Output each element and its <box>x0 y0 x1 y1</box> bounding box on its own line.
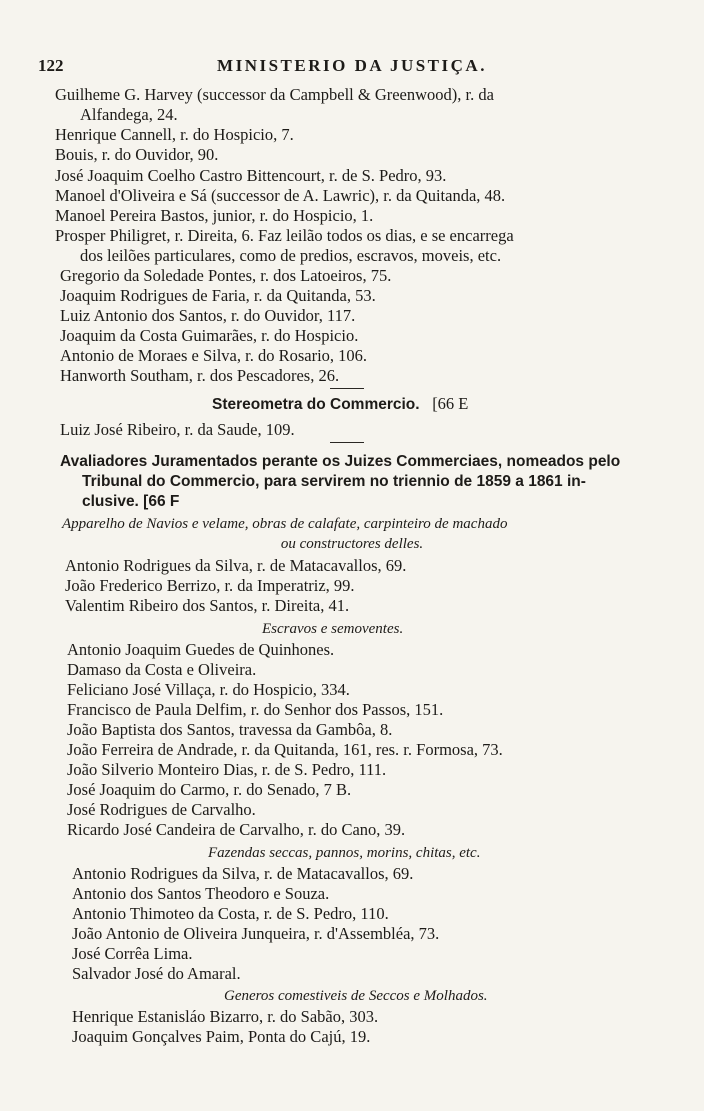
entry-line: Francisco de Paula Delfim, r. do Senhor dos Passos, 151. <box>67 700 444 719</box>
entry-line: Joaquim Gonçalves Paim, Ponta do Cajú, 19. <box>72 1027 371 1046</box>
subheading-fazendas: Fazendas seccas, pannos, morins, chitas, etc. <box>208 845 481 861</box>
entry-line: Guilheme G. Harvey (successor da Campbell & Greenwood), r. da <box>55 85 494 104</box>
entry-line: Antonio Rodrigues da Silva, r. de Matacavallos, 69. <box>65 556 407 575</box>
entry-line: Luiz Antonio dos Santos, r. do Ouvidor, 117. <box>60 306 356 325</box>
entry-line: Hanworth Southam, r. dos Pescadores, 26. <box>60 366 340 385</box>
entry-line: Antonio Rodrigues da Silva, r. de Matacavallos, 69. <box>72 864 414 883</box>
entry-line: Manoel d'Oliveira e Sá (successor de A. Lawric), r. da Quitanda, 48. <box>55 186 506 205</box>
entry-line: Damaso da Costa e Oliveira. <box>67 660 257 679</box>
entry-line: Gregorio da Soledade Pontes, r. dos Latoeiros, 75. <box>60 266 392 285</box>
entry-line: Joaquim Rodrigues de Faria, r. da Quitanda, 53. <box>60 286 376 305</box>
entry-line: João Antonio de Oliveira Junqueira, r. d'Assembléa, 73. <box>72 924 440 943</box>
avaliadores-heading-line: Tribunal do Commercio, para servirem no triennio de 1859 a 1861 in- <box>82 473 586 490</box>
entry-line: Prosper Philigret, r. Direita, 6. Faz leilão todos os dias, e se encarrega <box>55 226 514 245</box>
page-header-title: MINISTERIO DA JUSTIÇA. <box>217 56 487 75</box>
entry-line: Salvador José do Amaral. <box>72 964 241 983</box>
entry-line: Bouis, r. do Ouvidor, 90. <box>55 145 219 164</box>
entry-line: dos leilões particulares, como de predios, escravos, moveis, etc. <box>80 246 502 265</box>
section-heading-stereometra <box>212 394 468 415</box>
entry-line: João Silverio Monteiro Dias, r. de S. Pedro, 111. <box>67 760 387 779</box>
entry-line: Antonio de Moraes e Silva, r. do Rosario, 106. <box>60 346 368 365</box>
entry-line: Antonio Thimoteo da Costa, r. de S. Pedro, 110. <box>72 904 389 923</box>
entry-line: Henrique Estanisláo Bizarro, r. do Sabão, 303. <box>72 1007 379 1026</box>
separator-rule <box>330 442 364 443</box>
entry-line: José Joaquim do Carmo, r. do Senado, 7 B. <box>67 780 352 799</box>
subheading-navios: Apparelho de Navios e velame, obras de calafate, carpinteiro de machado <box>62 516 508 532</box>
entry-line: José Joaquim Coelho Castro Bittencourt, r. de S. Pedro, 93. <box>55 166 447 185</box>
entry-line: Valentim Ribeiro dos Santos, r. Direita, 41. <box>65 596 350 615</box>
entry-line: Henrique Cannell, r. do Hospicio, 7. <box>55 125 294 144</box>
avaliadores-heading-line: clusive. [66 F <box>82 493 180 510</box>
entry-line: Alfandega, 24. <box>80 105 178 124</box>
entry-line: Luiz José Ribeiro, r. da Saude, 109. <box>60 420 295 439</box>
entry-line: José Corrêa Lima. <box>72 944 193 963</box>
subheading-navios: ou constructores delles. <box>280 536 424 552</box>
entry-line: Ricardo José Candeira de Carvalho, r. do Cano, 39. <box>67 820 406 839</box>
subheading-generos: Generos comestiveis de Seccos e Molhados. <box>224 988 488 1004</box>
entry-line: Manoel Pereira Bastos, junior, r. do Hospicio, 1. <box>55 206 374 225</box>
entry-line: Joaquim da Costa Guimarães, r. do Hospicio. <box>60 326 359 345</box>
entry-line: João Baptista dos Santos, travessa da Gambôa, 8. <box>67 720 393 739</box>
entry-line: Antonio dos Santos Theodoro e Souza. <box>72 884 330 903</box>
page-number: 122 <box>38 56 64 75</box>
entry-line: João Ferreira de Andrade, r. da Quitanda, 161, res. r. Formosa, 73. <box>67 740 503 759</box>
avaliadores-heading-line: Avaliadores Juramentados perante os Juizes Commerciaes, nomeados pelo <box>60 453 621 470</box>
stereometra-heading: Stereometra do Commercio. <box>212 396 420 413</box>
entry-line: João Frederico Berrizo, r. da Imperatriz, 99. <box>65 576 355 595</box>
entry-line: Feliciano José Villaça, r. do Hospicio, 334. <box>67 680 350 699</box>
subheading-escravos: Escravos e semoventes. <box>262 621 404 637</box>
entry-line: Antonio Joaquim Guedes de Quinhones. <box>67 640 335 659</box>
entry-line: José Rodrigues de Carvalho. <box>67 800 256 819</box>
stereometra-ref: [66 E <box>432 394 469 413</box>
separator-rule <box>330 388 364 389</box>
